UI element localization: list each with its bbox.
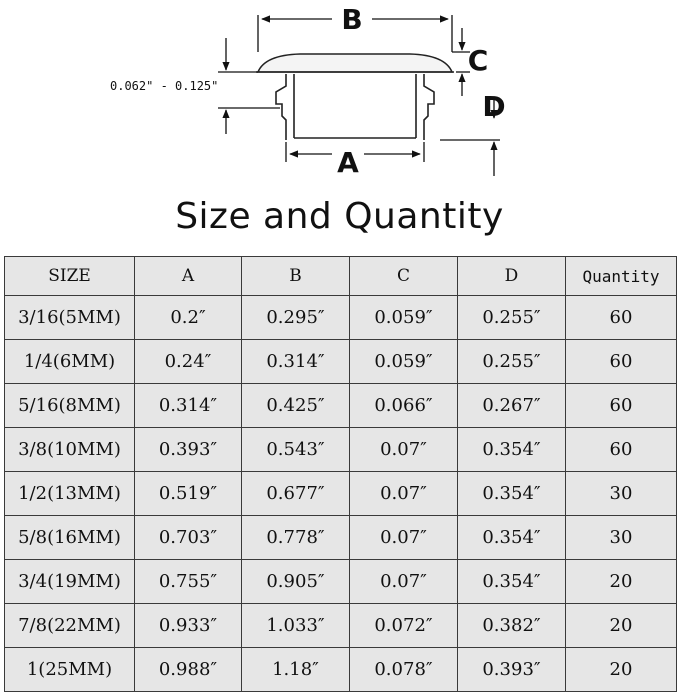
cell-a: 0.988″ xyxy=(135,648,242,692)
cell-size: 3/4(19MM) xyxy=(5,560,135,604)
cell-size: 5/8(16MM) xyxy=(5,516,135,560)
table-row xyxy=(5,560,677,604)
cell-d: 0.354″ xyxy=(458,560,566,604)
cell-b: 0.778″ xyxy=(242,516,350,560)
cell-a: 0.2″ xyxy=(135,296,242,340)
cell-d: 0.393″ xyxy=(458,648,566,692)
label-a: A xyxy=(337,146,359,179)
cell-d: 0.267″ xyxy=(458,384,566,428)
page-title: Size and Quantity xyxy=(175,196,504,237)
cell-quantity: 60 xyxy=(566,340,677,384)
cell-size: 7/8(22MM) xyxy=(5,604,135,648)
cell-b: 0.905″ xyxy=(242,560,350,604)
table-row xyxy=(5,340,677,384)
plug-dimension-diagram xyxy=(0,0,679,200)
cell-quantity: 60 xyxy=(566,296,677,340)
header-c: C xyxy=(350,257,458,296)
label-d: D xyxy=(482,90,506,123)
cell-a: 0.24″ xyxy=(135,340,242,384)
cell-d: 0.354″ xyxy=(458,428,566,472)
header-d: D xyxy=(458,257,566,296)
cell-a: 0.755″ xyxy=(135,560,242,604)
cell-c: 0.078″ xyxy=(350,648,458,692)
table-row xyxy=(5,428,677,472)
cell-b: 0.295″ xyxy=(242,296,350,340)
plug-left-leg xyxy=(276,74,286,140)
cell-quantity: 20 xyxy=(566,648,677,692)
plug-right-leg xyxy=(424,74,434,140)
cell-b: 0.425″ xyxy=(242,384,350,428)
table-row xyxy=(5,384,677,428)
header-quantity: Quantity xyxy=(566,257,677,296)
table-row xyxy=(5,516,677,560)
header-b: B xyxy=(242,257,350,296)
table-row xyxy=(5,604,677,648)
cell-a: 0.933″ xyxy=(135,604,242,648)
thickness-dimension xyxy=(218,38,280,134)
header-a: A xyxy=(135,257,242,296)
cell-quantity: 30 xyxy=(566,516,677,560)
size-quantity-table xyxy=(4,256,677,692)
cell-c: 0.07″ xyxy=(350,560,458,604)
cell-size: 1(25MM) xyxy=(5,648,135,692)
cell-c: 0.07″ xyxy=(350,428,458,472)
cell-a: 0.393″ xyxy=(135,428,242,472)
cell-c: 0.059″ xyxy=(350,296,458,340)
table-header-row xyxy=(5,257,677,296)
cell-b: 0.677″ xyxy=(242,472,350,516)
cell-size: 5/16(8MM) xyxy=(5,384,135,428)
cell-a: 0.519″ xyxy=(135,472,242,516)
cell-c: 0.07″ xyxy=(350,472,458,516)
cell-c: 0.066″ xyxy=(350,384,458,428)
thickness-note: 0.062" - 0.125" xyxy=(110,79,219,93)
header-size: SIZE xyxy=(5,257,135,296)
cell-b: 1.18″ xyxy=(242,648,350,692)
cell-quantity: 20 xyxy=(566,604,677,648)
cell-quantity: 60 xyxy=(566,428,677,472)
cell-quantity: 20 xyxy=(566,560,677,604)
cell-d: 0.354″ xyxy=(458,472,566,516)
label-c: C xyxy=(467,44,489,77)
cell-size: 1/2(13MM) xyxy=(5,472,135,516)
table-row xyxy=(5,648,677,692)
cell-a: 0.703″ xyxy=(135,516,242,560)
cell-b: 0.543″ xyxy=(242,428,350,472)
table-row xyxy=(5,296,677,340)
cell-c: 0.059″ xyxy=(350,340,458,384)
cell-c: 0.072″ xyxy=(350,604,458,648)
cell-size: 1/4(6MM) xyxy=(5,340,135,384)
plug-cap xyxy=(258,54,452,72)
cell-b: 0.314″ xyxy=(242,340,350,384)
cell-d: 0.354″ xyxy=(458,516,566,560)
cell-c: 0.07″ xyxy=(350,516,458,560)
cell-d: 0.255″ xyxy=(458,340,566,384)
plug-drawing xyxy=(256,54,454,140)
table-row xyxy=(5,472,677,516)
cell-size: 3/16(5MM) xyxy=(5,296,135,340)
cell-quantity: 60 xyxy=(566,384,677,428)
cell-b: 1.033″ xyxy=(242,604,350,648)
cell-quantity: 30 xyxy=(566,472,677,516)
cell-a: 0.314″ xyxy=(135,384,242,428)
cell-d: 0.382″ xyxy=(458,604,566,648)
label-b: B xyxy=(341,3,363,36)
cell-d: 0.255″ xyxy=(458,296,566,340)
cell-size: 3/8(10MM) xyxy=(5,428,135,472)
